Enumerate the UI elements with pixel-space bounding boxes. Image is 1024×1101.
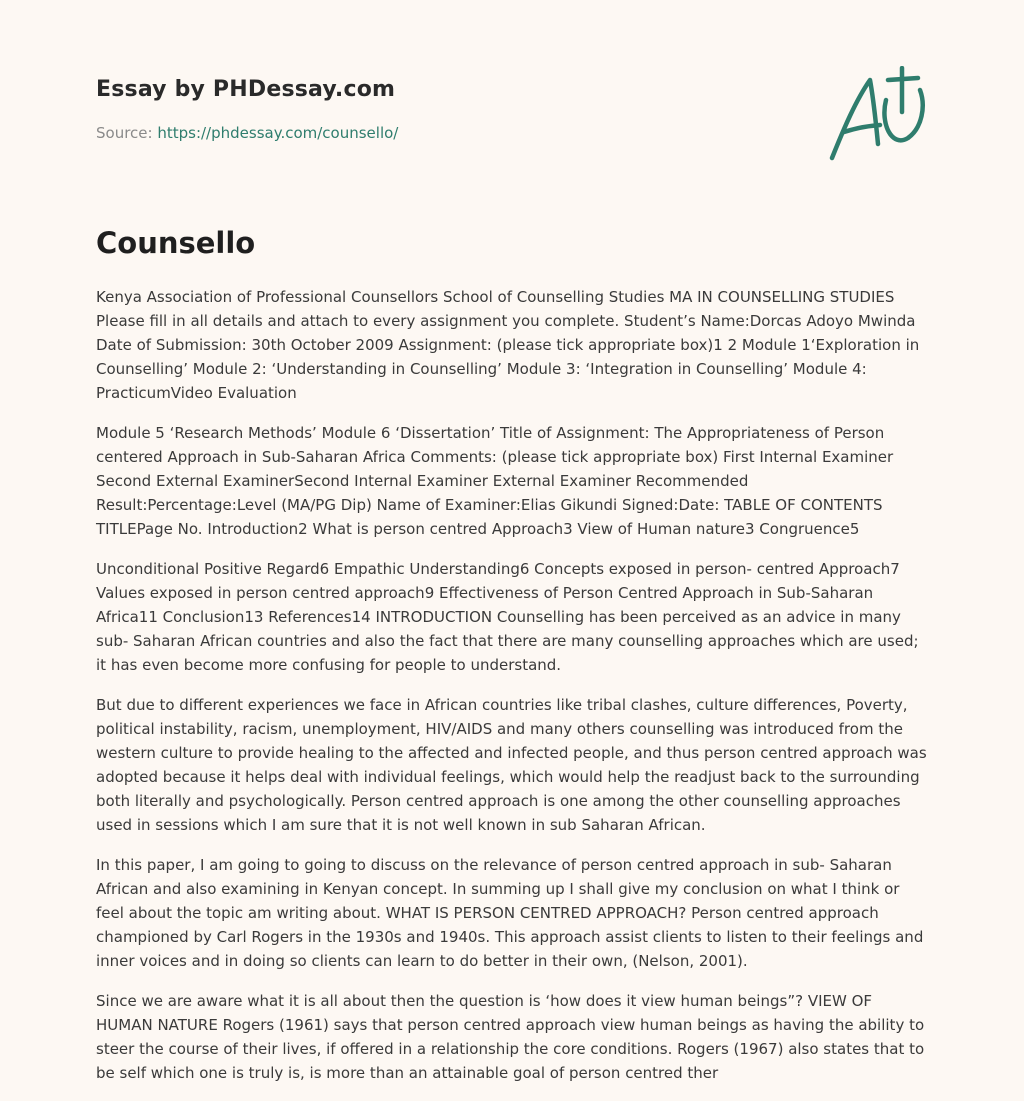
paragraph: Unconditional Positive Regard6 Empathic Understanding6 Concepts exposed in person- centred Approach7 Values exposed in person centred approach9 Effectiveness of Person Centred Approach in Sub-Saharan Africa11 Conclusion13 References14 INTRODUCTION Counselling has been perceived as an advice in many sub- Saharan African countries and also the fact that there are many counselling approaches which are used; it has even become more confusing for people to understand. (96, 560, 919, 674)
source-label: Source: (96, 124, 158, 142)
paragraph: Module 5 ‘Research Methods’ Module 6 ‘Dissertation’ Title of Assignment: The Appropriateness of Person centered Approach in Sub-Saharan Africa Comments: (please tick appropriate box) First Internal Examiner Second External ExaminerSecond Internal Examiner External Examiner Recommended Result:Percentage:Level (MA/PG Dip) Name of Examiner:Elias Gikundi Signed:Date: TABLE OF CONTENTS TITLEPage No. Introduction2 What is person centred Approach3 View of Human nature3 Congruence5 (96, 424, 894, 538)
paragraph: Since we are aware what it is all about then the question is ‘how does it view human beings”? VIEW OF HUMAN NATURE Rogers (1961) says that person centred approach view human beings as having the ability to steer the course of their lives, if offered in a relationship the core conditions. Rogers (1967) also states that to be self which one is truly is, is more than an attainable goal of person centred ther (96, 992, 925, 1082)
a-plus-logo-icon (826, 66, 932, 166)
brand-title: Essay by PHDessay.com (96, 77, 396, 102)
essay-title: Counsello (96, 226, 256, 260)
source-line (96, 124, 398, 142)
paragraph: But due to different experiences we face in African countries like tribal clashes, culture differences, Poverty, political instability, racism, unemployment, HIV/AIDS and many others counselling was introduced from the western culture to provide healing to the affected and infected people, and thus person centred approach was adopted because it helps deal with individual feelings, which would help the readjust back to the surrounding both literally and psychologically. Person centred approach is one among the other counselling approaches used in sessions which I am sure that it is not well known in sub Saharan African. (96, 696, 927, 834)
essay-body (96, 285, 928, 1101)
paragraph: In this paper, I am going to going to discuss on the relevance of person centred approach in sub- Saharan African and also examining in Kenyan concept. In summing up I shall give my conclusion on what I think or feel about the topic am writing about. WHAT IS PERSON CENTRED APPROACH? Person centred approach championed by Carl Rogers in the 1930s and 1940s. This approach assist clients to listen to their feelings and inner voices and in doing so clients can learn to do better in their own, (Nelson, 2001). (96, 856, 924, 970)
source-link[interactable]: https://phdessay.com/counsello/ (157, 124, 399, 142)
page-header (96, 0, 928, 200)
paragraph: Kenya Association of Professional Counsellors School of Counselling Studies MA IN COUNSELLING STUDIES Please fill in all details and attach to every assignment you complete. Student’s Name:Dorcas Adoyo Mwinda Date of Submission: 30th October 2009 Assignment: (please tick appropriate box)1 2 Module 1‘Exploration in Counselling’ Module 2: ‘Understanding in Counselling’ Module 3: ‘Integration in Counselling’ Module 4: PracticumVideo Evaluation (96, 288, 920, 402)
essay-page (96, 0, 928, 1082)
